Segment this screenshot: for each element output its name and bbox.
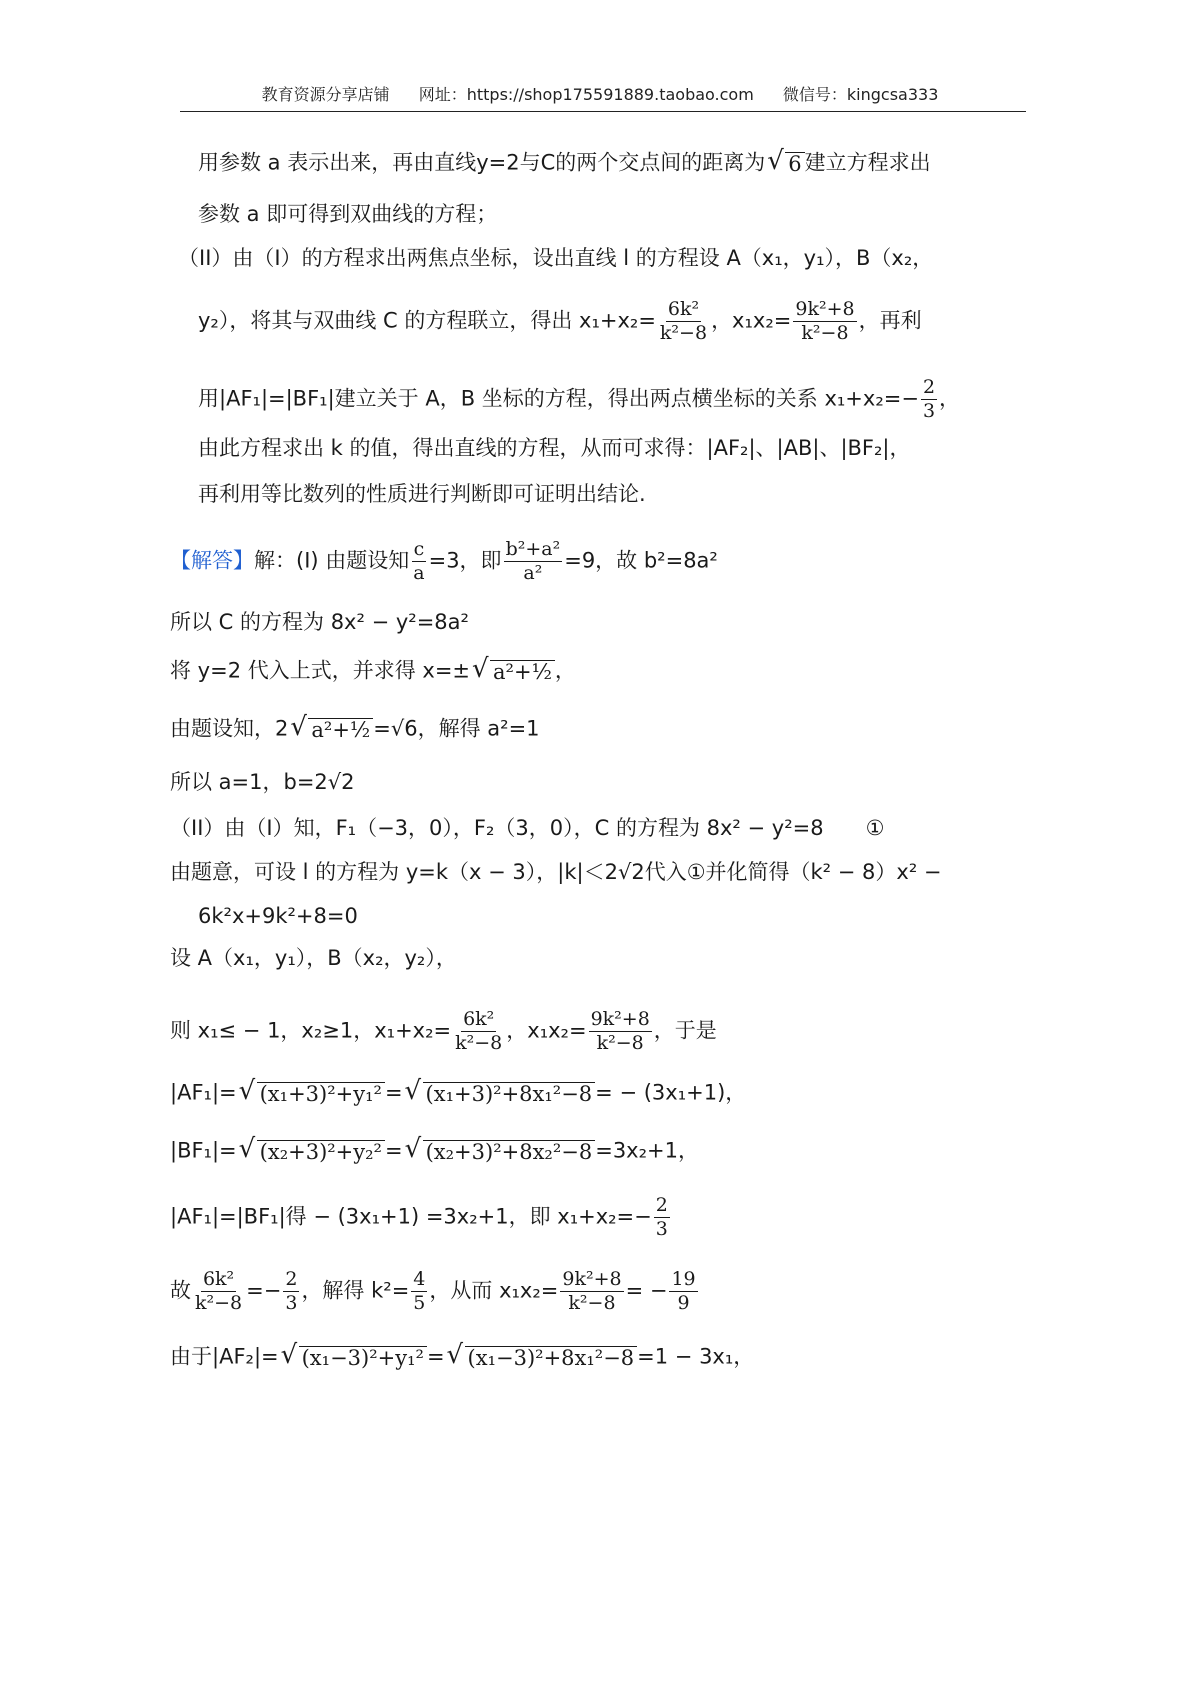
radicand: (x₁+3)²+8x₁²−8	[423, 1082, 596, 1105]
solution-tag: 【解答】	[170, 548, 254, 573]
fraction	[654, 1196, 670, 1239]
text: 将 y=2 代入上式，并求得 x=±	[170, 658, 471, 683]
fraction	[504, 540, 563, 583]
analysis-line-4	[198, 300, 922, 343]
text: 由于|AF₂|=	[170, 1344, 279, 1369]
text: ，于是	[653, 1018, 717, 1043]
solution-line-1	[170, 540, 718, 583]
text: =−	[246, 1278, 282, 1303]
text: =1 − 3x₁，	[637, 1344, 755, 1369]
sqrt	[239, 1082, 385, 1105]
text: =	[384, 1080, 403, 1105]
radicand: (x₁−3)²+8x₁²−8	[465, 1346, 638, 1369]
radicand: a²+½	[490, 660, 555, 683]
text: |AF₁|=|BF₁|得 − (3x₁+1) =3x₂+1，即 x₁+x₂=−	[170, 1204, 652, 1229]
numerator: 19	[671, 1268, 696, 1290]
solution-line-14	[170, 1270, 700, 1313]
radicand: a²+½	[308, 718, 373, 741]
text: =√6，解得 a²=1	[373, 716, 540, 741]
fraction	[193, 1270, 244, 1313]
solution-line-4	[170, 718, 540, 741]
denominator: k²−8	[455, 1032, 503, 1054]
fraction	[411, 540, 426, 583]
numerator: 4	[413, 1268, 426, 1290]
text: 用参数 a 表示出来，再由直线y=2与C的两个交点间的距离为	[198, 150, 766, 175]
text: ，	[554, 658, 576, 683]
sqrt	[767, 152, 804, 175]
denominator: a²	[523, 562, 543, 584]
text: = − (3x₁+1)，	[595, 1080, 747, 1105]
solution-line-6: （II）由（I）知，F₁（−3，0），F₂（3，0），C 的方程为 8x² − y²=8 ①	[170, 816, 885, 840]
page-header	[0, 82, 1200, 105]
solution-line-7: 由题意，可设 l 的方程为 y=k（x − 3），|k|＜2√2代入①并化简得（k² − 8）x² −	[170, 860, 942, 884]
denominator: k²−8	[195, 1292, 243, 1314]
denominator: 3	[922, 400, 936, 422]
sqrt	[239, 1140, 385, 1163]
denominator: k²−8	[596, 1032, 644, 1054]
text: ，x₁x₂=	[506, 1018, 587, 1043]
denominator: 3	[655, 1218, 668, 1240]
solution-line-12	[170, 1140, 699, 1163]
text: =	[426, 1344, 445, 1369]
sqrt	[405, 1082, 596, 1105]
numerator: 9k²+8	[795, 298, 855, 320]
solution-line-9: 设 A（x₁，y₁），B（x₂，y₂），	[170, 946, 457, 970]
solution-line-5: 所以 a=1，b=2√2	[170, 770, 355, 794]
sqrt	[281, 1346, 427, 1369]
solution-line-13	[170, 1196, 672, 1239]
denominator: k²−8	[659, 322, 708, 344]
shop-name: 教育资源分享店铺	[261, 85, 390, 104]
radicand: 6	[785, 152, 804, 175]
denominator: 3	[285, 1292, 298, 1314]
solution-line-15	[170, 1346, 754, 1369]
sqrt	[447, 1346, 638, 1369]
text: 由题设知，2	[170, 716, 289, 741]
fraction	[658, 300, 709, 343]
radicand: (x₁+3)²+y₁²	[257, 1082, 385, 1105]
text: ，	[939, 386, 961, 411]
denominator: k²−8	[801, 322, 849, 344]
text: ，从而 x₁x₂=	[429, 1278, 559, 1303]
text: =	[384, 1138, 403, 1163]
numerator: 2	[922, 376, 936, 398]
numerator: 6k²	[463, 1008, 495, 1030]
denominator: a	[413, 562, 425, 584]
radicand: (x₂+3)²+y₂²	[257, 1140, 385, 1163]
fraction	[669, 1270, 697, 1313]
text: =3x₂+1，	[595, 1138, 699, 1163]
solution-line-8: 6k²x+9k²+8=0	[198, 904, 358, 928]
numerator: 6k²	[202, 1268, 235, 1290]
text: 解：(I) 由题设知	[254, 548, 410, 573]
analysis-line-3: （II）由（I）的方程求出两焦点坐标，设出直线 l 的方程设 A（x₁，y₁），B（x₂，	[178, 246, 934, 270]
numerator: 6k²	[667, 298, 700, 320]
wechat-id: 微信号：kingcsa333	[782, 85, 939, 104]
text: =9，故 b²=8a²	[564, 548, 718, 573]
text: 则 x₁≤ − 1，x₂≥1，x₁+x₂=	[170, 1018, 452, 1043]
analysis-line-5	[198, 378, 960, 421]
sqrt	[290, 718, 373, 741]
numerator: 2	[285, 1268, 298, 1290]
solution-line-3	[170, 660, 576, 683]
numerator: b²+a²	[505, 538, 561, 560]
analysis-line-7: 再利用等比数列的性质进行判断即可证明出结论.	[198, 482, 646, 506]
denominator: 9	[677, 1292, 690, 1314]
text: ，x₁x₂=	[711, 308, 792, 333]
text: = −	[625, 1278, 668, 1303]
text: =3，即	[428, 548, 502, 573]
fraction	[560, 1270, 623, 1313]
text: |AF₁|=	[170, 1080, 237, 1105]
fraction	[589, 1010, 652, 1053]
radicand: (x₁−3)²+y₁²	[299, 1346, 427, 1369]
text: |BF₁|=	[170, 1138, 237, 1163]
header-divider	[180, 111, 1026, 112]
fraction	[453, 1010, 504, 1053]
radicand: (x₂+3)²+8x₂²−8	[423, 1140, 596, 1163]
text: y₂），将其与双曲线 C 的方程联立，得出 x₁+x₂=	[198, 308, 656, 333]
denominator: 5	[413, 1292, 426, 1314]
text: ，再利	[858, 308, 922, 333]
fraction	[921, 378, 937, 421]
solution-line-11	[170, 1082, 746, 1105]
analysis-line-6: 由此方程求出 k 的值，得出直线的方程，从而可求得：|AF₂|、|AB|、|BF₂|，	[198, 436, 911, 460]
shop-url[interactable]: 网址：https://shop175591889.taobao.com	[418, 85, 754, 104]
fraction	[283, 1270, 299, 1313]
fraction	[411, 1270, 427, 1313]
solution-line-2: 所以 C 的方程为 8x² − y²=8a²	[170, 610, 469, 634]
numerator: 2	[655, 1194, 668, 1216]
analysis-line-2: 参数 a 即可得到双曲线的方程；	[198, 202, 498, 226]
sqrt	[472, 660, 555, 683]
numerator: 9k²+8	[590, 1008, 650, 1030]
analysis-line-1	[198, 152, 931, 175]
denominator: k²−8	[568, 1292, 616, 1314]
text: ，解得 k²=	[301, 1278, 410, 1303]
numerator: 9k²+8	[562, 1268, 622, 1290]
solution-line-10	[170, 1010, 717, 1053]
fraction	[793, 300, 856, 343]
sqrt	[405, 1140, 596, 1163]
text: 建立方程求出	[804, 150, 931, 175]
text: 故	[170, 1278, 191, 1303]
numerator: c	[413, 538, 425, 560]
text: 用|AF₁|=|BF₁|建立关于 A，B 坐标的方程，得出两点横坐标的关系 x₁+x₂=−	[198, 386, 919, 411]
